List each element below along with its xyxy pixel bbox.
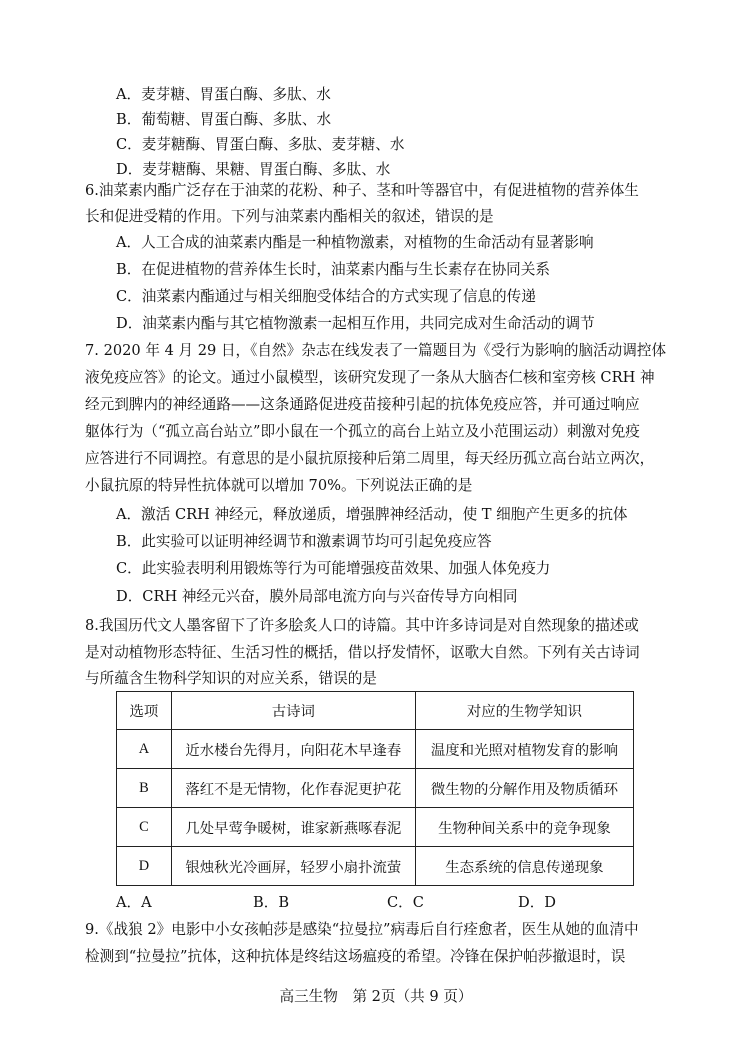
q7-option-d: D．CRH 神经元兴奋，膜外局部电流方向与兴奋传导方向相同	[116, 588, 518, 605]
table-row	[117, 808, 634, 847]
q6-option-c: C．油菜素内酯通过与相关细胞受体结合的方式实现了信息的传递	[116, 288, 536, 305]
table-cell-poem: 落红不是无情物，化作春泥更护花	[171, 769, 415, 808]
q6-option-b: B．在促进植物的营养体生长时，油菜素内酯与生长素存在协同关系	[116, 261, 550, 278]
q5-option-b: B．葡萄糖、胃蛋白酶、多肽、水	[116, 111, 332, 128]
poem-knowledge-table	[116, 691, 634, 886]
q8-stem-line-3: 与所蕴含生物科学知识的对应关系，错误的是	[85, 670, 377, 687]
table-cell-knowledge: 生态系统的信息传递现象	[415, 847, 633, 886]
table-row	[117, 847, 634, 886]
q7-option-c: C．此实验表明利用锻炼等行为可能增强疫苗效果、加强人体免疫力	[116, 560, 551, 577]
table-cell-knowledge: 生物种间关系中的竞争现象	[415, 808, 633, 847]
q8-stem-line-2: 是对动植物形态特征、生活习性的概括，借以抒发情怀，讴歌大自然。下列有关古诗词	[85, 644, 640, 661]
table-cell-poem: 银烛秋光冷画屏，轻罗小扇扑流萤	[171, 847, 415, 886]
q5-option-c: C．麦芽糖酶、胃蛋白酶、多肽、麦芽糖、水	[116, 136, 405, 153]
table-cell-option: B	[117, 769, 172, 808]
q5-option-a: A．麦芽糖、胃蛋白酶、多肽、水	[116, 86, 331, 103]
table-header-poem: 古诗词	[171, 692, 415, 730]
q8-answer-b: B．B	[253, 894, 290, 911]
table-cell-option: A	[117, 730, 172, 769]
table-header-row	[117, 692, 634, 730]
table-header-knowledge: 对应的生物学知识	[415, 692, 633, 730]
q8-answer-c: C．C	[387, 894, 424, 911]
q9-stem-line-1: 9.《战狼 2》电影中小女孩帕莎是感染“拉曼拉”病毒后自行痊愈者，医生从她的血清中	[85, 921, 639, 938]
q7-stem-line-1: 7. 2020 年 4 月 29 日，《自然》杂志在线发表了一篇题目为《受行为影响的脑活动调控体	[85, 342, 667, 359]
q6-stem-line-1: 6.油菜素内酯广泛存在于油菜的花粉、种子、茎和叶等器官中，有促进植物的营养体生	[85, 182, 639, 199]
table-cell-poem: 近水楼台先得月，向阳花木早逢春	[171, 730, 415, 769]
table-cell-knowledge: 微生物的分解作用及物质循环	[415, 769, 633, 808]
q8-stem-line-1: 8.我国历代文人墨客留下了许多脍炙人口的诗篇。其中许多诗词是对自然现象的描述或	[85, 617, 639, 634]
q7-stem-line-2: 液免疫应答》的论文。通过小鼠模型，该研究发现了一条从大脑杏仁核和室旁核 CRH 神	[85, 369, 655, 386]
q6-stem-line-2: 长和促进受精的作用。下列与油菜素内酯相关的叙述，错误的是	[85, 208, 494, 225]
table-header-option: 选项	[117, 692, 172, 730]
q5-option-d: D．麦芽糖酶、果糖、胃蛋白酶、多肽、水	[116, 161, 391, 178]
table-row	[117, 730, 634, 769]
q7-stem-line-5: 应答进行不同调控。有意思的是小鼠抗原接种后第二周里，每天经历孤立高台站立两次，	[85, 450, 655, 467]
q7-stem-line-6: 小鼠抗原的特异性抗体就可以增加 70%。下列说法正确的是	[85, 477, 473, 494]
q7-stem-line-3: 经元到脾内的神经通路——这条通路促进疫苗接种引起的抗体免疫应答，并可通过响应	[85, 396, 640, 413]
table-row	[117, 769, 634, 808]
table-cell-option: C	[117, 808, 172, 847]
q8-answer-d: D．D	[518, 894, 556, 911]
q8-answer-a: A．A	[116, 894, 152, 911]
q7-stem-line-4: 躯体行为（“孤立高台站立”即小鼠在一个孤立的高台上站立及小范围运动）刺激对免疫	[85, 423, 640, 440]
q7-option-a: A．激活 CRH 神经元，释放递质，增强脾神经活动，使 T 细胞产生更多的抗体	[116, 506, 628, 523]
table-cell-option: D	[117, 847, 172, 886]
page-footer: 高三生物 第 2页（共 9 页）	[279, 988, 473, 1005]
table-cell-knowledge: 温度和光照对植物发育的影响	[415, 730, 633, 769]
table-cell-poem: 几处早莺争暖树，谁家新燕啄春泥	[171, 808, 415, 847]
q9-stem-line-2: 检测到“拉曼拉”抗体，这种抗体是终结这场瘟疫的希望。冷锋在保护帕莎撤退时，误	[85, 948, 626, 965]
q6-option-d: D．油菜素内酯与其它植物激素一起相互作用，共同完成对生命活动的调节	[116, 315, 595, 332]
q7-option-b: B．此实验可以证明神经调节和激素调节均可引起免疫应答	[116, 533, 492, 550]
q6-option-a: A．人工合成的油菜素内酯是一种植物激素，对植物的生命活动有显著影响	[116, 234, 594, 251]
